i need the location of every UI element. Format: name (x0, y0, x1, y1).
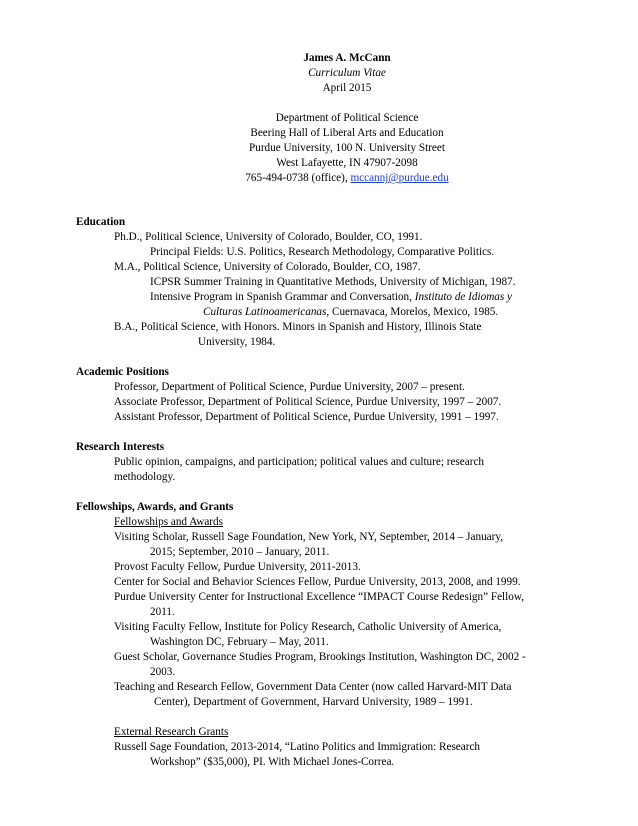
fellowship-item: Purdue University Center for Instructional Excellence “IMPACT Course Redesign” Fellow, (114, 591, 525, 603)
author-name: James A. McCann (303, 52, 391, 64)
email-link[interactable]: mccannj@purdue.edu (350, 172, 449, 184)
degree-ba-cont: University, 1984. (198, 336, 276, 348)
cv-body (76, 215, 576, 770)
grant-item: Russell Sage Foundation, 2013-2014, “Latino Politics and Immigration: Research (114, 741, 481, 753)
street-address: Purdue University, 100 N. University Street (249, 142, 445, 154)
fellowship-item-cont: 2003. (150, 666, 176, 678)
fellowship-item: Visiting Faculty Fellow, Institute for Policy Research, Catholic University of America, (114, 621, 502, 633)
grant-item-cont: Workshop” ($35,000), PI. With Michael Jones-Correa. (150, 756, 395, 768)
position-item: Professor, Department of Political Science, Purdue University, 2007 – present. (114, 381, 465, 393)
document-date: April 2015 (322, 82, 372, 94)
degree-ma: M.A., Political Science, University of Colorado, Boulder, CO, 1987. (114, 261, 421, 273)
icpsr-training: ICPSR Summer Training in Quantitative Methods, University of Michigan, 1987. (150, 276, 516, 288)
degree-phd: Ph.D., Political Science, University of Colorado, Boulder, CO, 1991. (114, 231, 423, 243)
contact-line (0, 171, 638, 186)
intensive-program-cont: Culturas Latinoamericanas, Cuernavaca, Morelos, Mexico, 1985. (203, 306, 499, 318)
position-item: Assistant Professor, Department of Political Science, Purdue University, 1991 – 1997. (114, 411, 499, 423)
research-interests-cont: methodology. (114, 471, 176, 483)
city-address: West Lafayette, IN 47907-2098 (276, 157, 418, 169)
fellowship-item: Center for Social and Behavior Sciences Fellow, Purdue University, 2013, 2008, and 1999. (114, 576, 521, 588)
degree-ba: B.A., Political Science, with Honors. Minors in Spanish and History, Illinois State (114, 321, 482, 333)
position-item: Associate Professor, Department of Political Science, Purdue University, 1997 – 2007. (114, 396, 502, 408)
section-research-title: Research Interests (76, 441, 165, 453)
section-academic-title: Academic Positions (76, 366, 169, 378)
phd-fields: Principal Fields: U.S. Politics, Research Methodology, Comparative Politics. (150, 246, 495, 258)
subsection-fellowships: Fellowships and Awards (114, 516, 223, 528)
phone: 765-494-0738 (office), (245, 172, 351, 184)
cv-header (0, 51, 638, 186)
fellowship-item: Guest Scholar, Governance Studies Program, Brookings Institution, Washington DC, 2002 - (114, 651, 526, 663)
fellowship-item: Teaching and Research Fellow, Government Data Center (now called Harvard-MIT Data (114, 681, 512, 693)
document-type: Curriculum Vitae (308, 67, 386, 79)
fellowship-item: Provost Faculty Fellow, Purdue University, 2011-2013. (114, 561, 361, 573)
section-education-title: Education (76, 216, 126, 228)
fellowship-item-cont: Center), Department of Government, Harvard University, 1989 – 1991. (154, 696, 473, 708)
intensive-program: Intensive Program in Spanish Grammar and Conversation, Instituto de Idiomas y (150, 291, 512, 303)
fellowship-item-cont: 2011. (150, 606, 175, 618)
department: Department of Political Science (275, 112, 419, 124)
fellowship-item-cont: Washington DC, February – May, 2011. (150, 636, 329, 648)
section-fellowships-title: Fellowships, Awards, and Grants (76, 501, 234, 513)
building: Beering Hall of Liberal Arts and Education (250, 127, 444, 139)
fellowship-item-cont: 2015; September, 2010 – January, 2011. (150, 546, 330, 558)
research-interests: Public opinion, campaigns, and participation; political values and culture; research (114, 456, 485, 468)
subsection-grants: External Research Grants (114, 726, 229, 738)
fellowship-item: Visiting Scholar, Russell Sage Foundation, New York, NY, September, 2014 – January, (114, 531, 504, 543)
